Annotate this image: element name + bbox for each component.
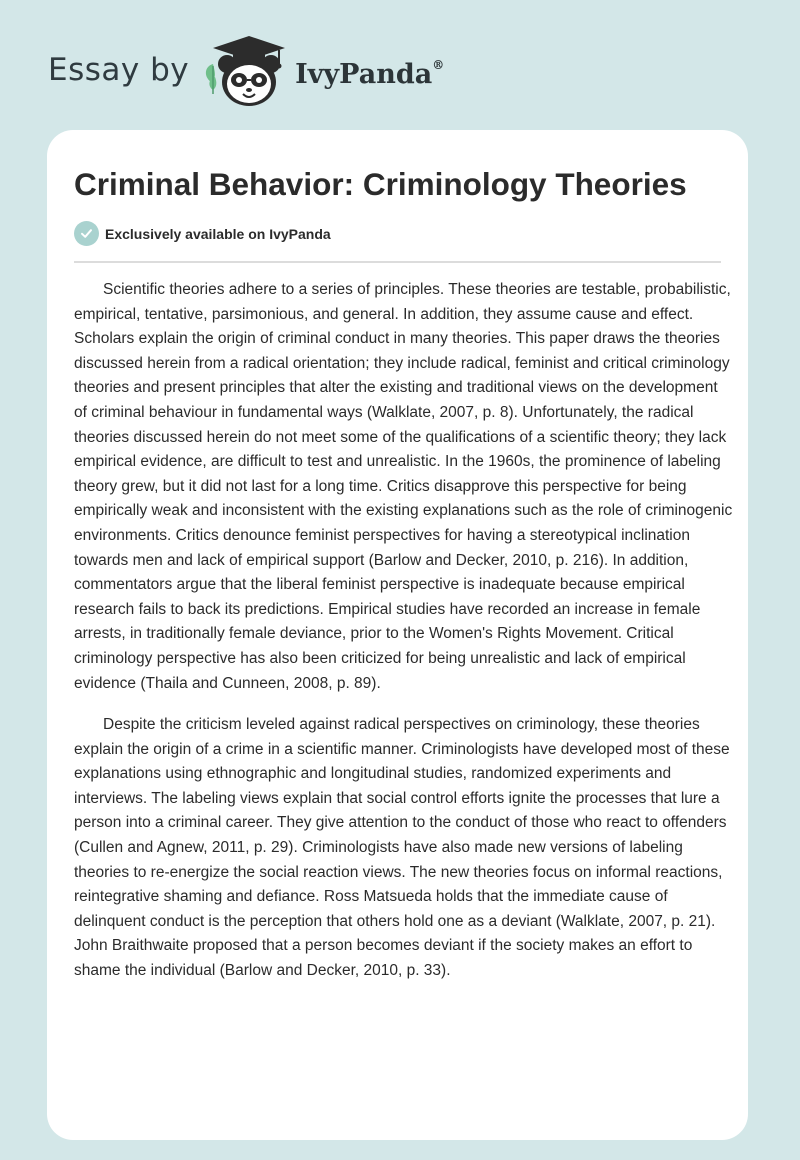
essay-by-label: Essay by	[48, 52, 190, 88]
exclusive-label: Exclusively available on IvyPanda	[105, 225, 331, 242]
essay-card	[47, 130, 748, 1140]
panda-graduate-icon[interactable]	[201, 30, 293, 110]
exclusive-badge	[74, 221, 331, 246]
title-divider	[74, 261, 721, 263]
site-header	[48, 30, 444, 110]
page-title: Criminal Behavior: Criminology Theories	[74, 166, 687, 202]
brand-name[interactable]	[295, 59, 444, 90]
paragraph-2: Despite the criticism leveled against radical perspectives on criminology, these theories explain the origin of a crime in a scientific manner. Criminologists have developed most of these explanations using ethnographic and longitudinal studies, randomized experiments and interviews. The labeling views explain that social control efforts ignite the processes that lure a person into a criminal career. They give attention to the conduct of those who react to offenders (Cullen and Agnew, 2011, p. 29). Criminologists have also made new versions of labeling theories to re-energize the social reaction views. The new theories focus on informal reactions, reintegrative shaming and defiance. Ross Matsueda holds that the immediate cause of delinquent conduct is the perception that others hold one as a deviant (Walklate, 2007, p. 21). John Braithwaite proposed that a person becomes deviant if the society makes an effort to shame the individual (Barlow and Decker, 2010, p. 33).	[74, 716, 730, 980]
paragraph-1: Scientific theories adhere to a series of principles. These theories are testable, probabilistic, empirical, tentative, parsimonious, and general. In addition, they assume cause and effect. Scholars explain the origin of criminal conduct in many theories. This paper draws the theories discussed herein from a radical orientation; they include radical, feminist and critical criminology theories and present principles that alter the existing and traditional views on the development of criminal behaviour in fundamental ways (Walklate, 2007, p. 8). Unfortunately, the radical theories discussed herein do not meet some of the qualifications of a scientific theory; they lack empirical evidence, are difficult to test and unrealistic. In the 1960s, the prominence of labeling theory grew, but it did not last for a long time. Critics disapprove this perspective for being empirically weak and inconsistent with the existing explanations such as the role of criminogenic environments. Critics denounce feminist perspectives for having a stereotypical inclination towards men and lack of empirical support (Barlow and Decker, 2010, p. 216). In addition, commentators argue that the liberal feminist perspective is inadequate because empirical research fails to back its predictions. Empirical studies have recorded an increase in female arrests, in traditionally female deviance, prior to the Women's Rights Movement. Critical criminology perspective has also been criticized for being unrealistic and lack of empirical evidence (Thaila and Cunneen, 2008, p. 89).	[74, 281, 733, 692]
brand-text: IvyPanda	[295, 58, 433, 90]
registered-mark: ®	[432, 57, 445, 72]
essay-body	[74, 278, 734, 1001]
check-circle-icon	[74, 221, 99, 246]
